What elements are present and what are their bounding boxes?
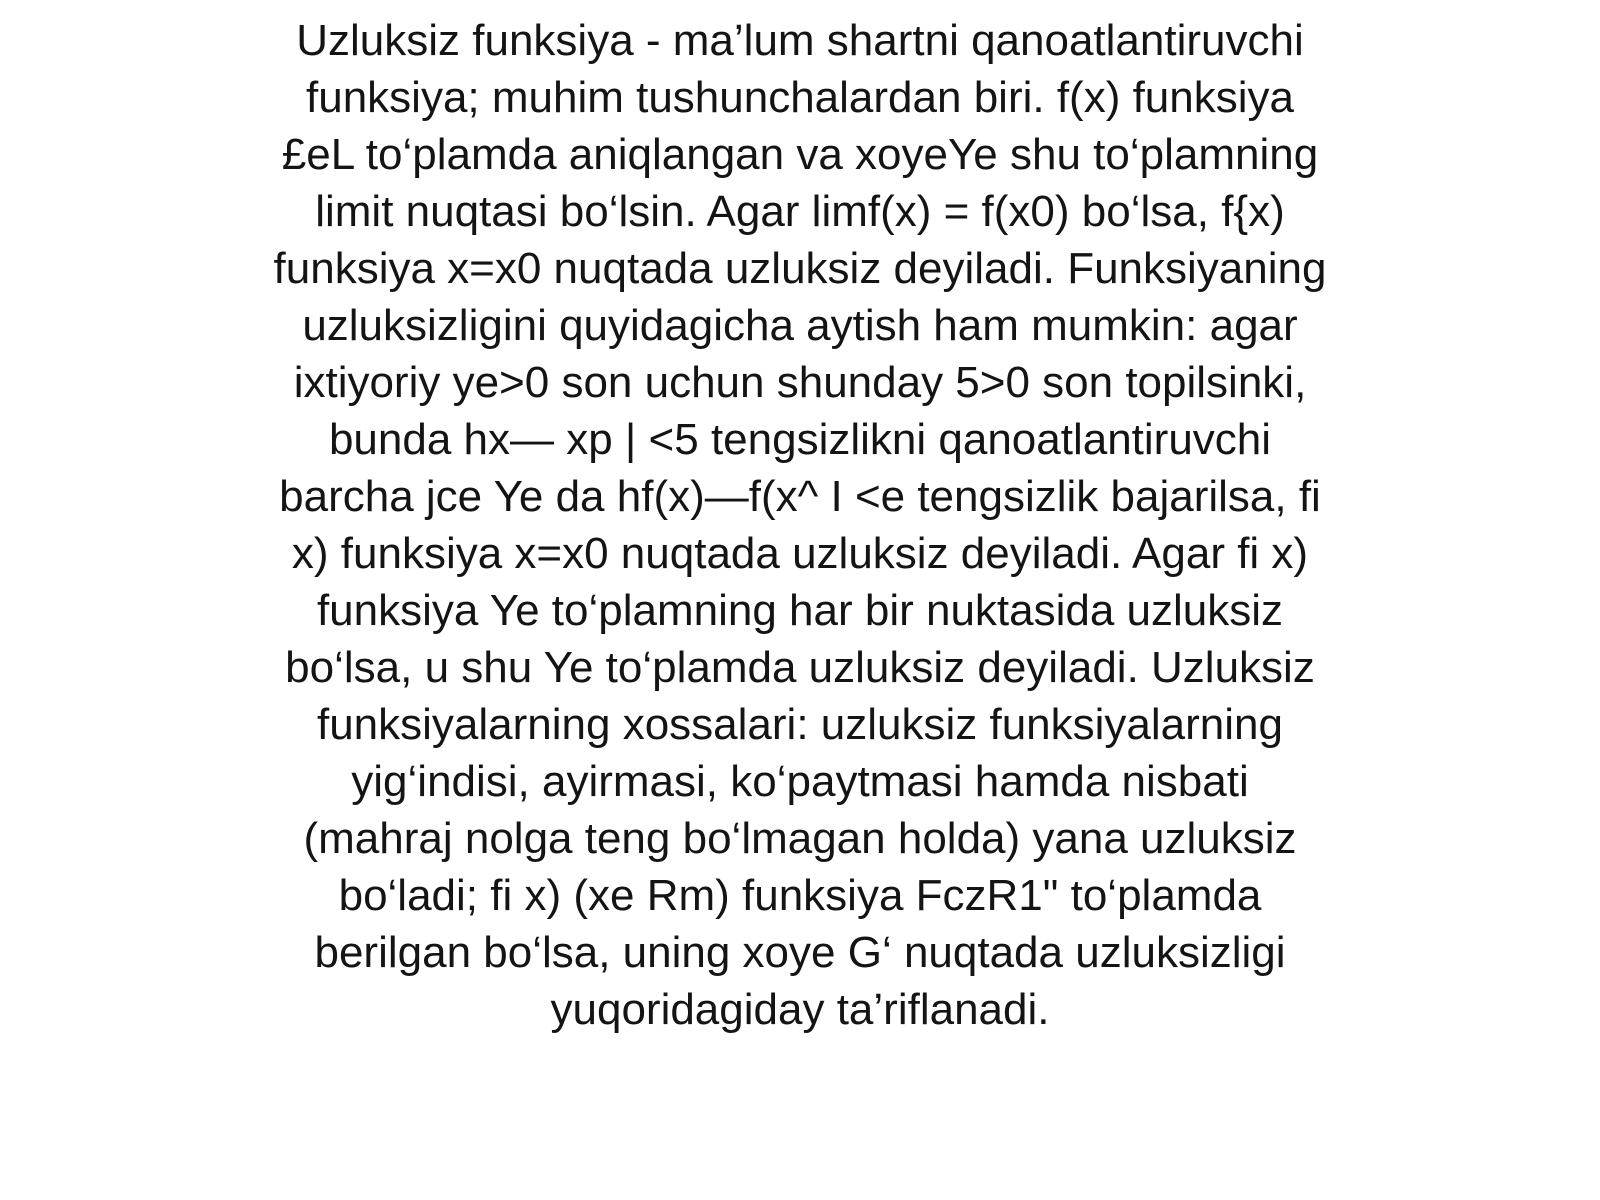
text-line: funksiya Ye to‘plamning har bir nuktasida uzluksiz [316, 586, 1284, 635]
text-line: yig‘indisi, ayirmasi, ko‘paytmasi hamda nisbati [351, 757, 1249, 806]
text-line: funksiya; muhim tushunchalardan biri. f(x) funksiya [306, 73, 1294, 122]
text-line: bo‘lsa, u shu Ye to‘plamda uzluksiz deyiladi. Uzluksiz [285, 643, 1315, 692]
text-line: barcha jce Ye da hf(x)—f(x^ I <e tengsizlik bajarilsa, fi [279, 472, 1321, 521]
text-line: ixtiyoriy ye>0 son uchun shunday 5>0 son topilsinki, [293, 358, 1307, 407]
text-line: funksiyalarning xossalari: uzluksiz funksiyalarning [316, 700, 1283, 749]
text-line: uzluksizligini quyidagicha aytish ham mumkin: agar [302, 301, 1298, 350]
text-line: berilgan bo‘lsa, uning xoye G‘ nuqtada uzluksizligi [314, 928, 1286, 977]
text-line: x) funksiya x=x0 nuqtada uzluksiz deyiladi. Agar fi x) [291, 529, 1309, 578]
text-line: yuqoridagiday ta’riflanadi. [550, 985, 1050, 1034]
text-line: bunda hx— xp | <5 tengsizlikni qanoatlantiruvchi [328, 415, 1272, 464]
text-line: funksiya x=x0 nuqtada uzluksiz deyiladi. Funksiyaning [273, 244, 1327, 293]
text-line: (mahraj nolga teng bo‘lmagan holda) yana uzluksiz [303, 814, 1297, 863]
text-line: £eL to‘plamda aniqlangan va xoyeYe shu to‘plamning [281, 130, 1319, 179]
text-line: Uzluksiz funksiya - ma’lum shartni qanoatlantiruvchi [296, 16, 1304, 65]
text-line: bo‘ladi; fi x) (xe Rm) funksiya FczR1" to‘plamda [338, 871, 1262, 920]
text-line: limit nuqtasi bo‘lsin. Agar limf(x) = f(x0) bo‘lsa, f{x) [315, 187, 1285, 236]
body-text [200, 12, 1400, 1038]
